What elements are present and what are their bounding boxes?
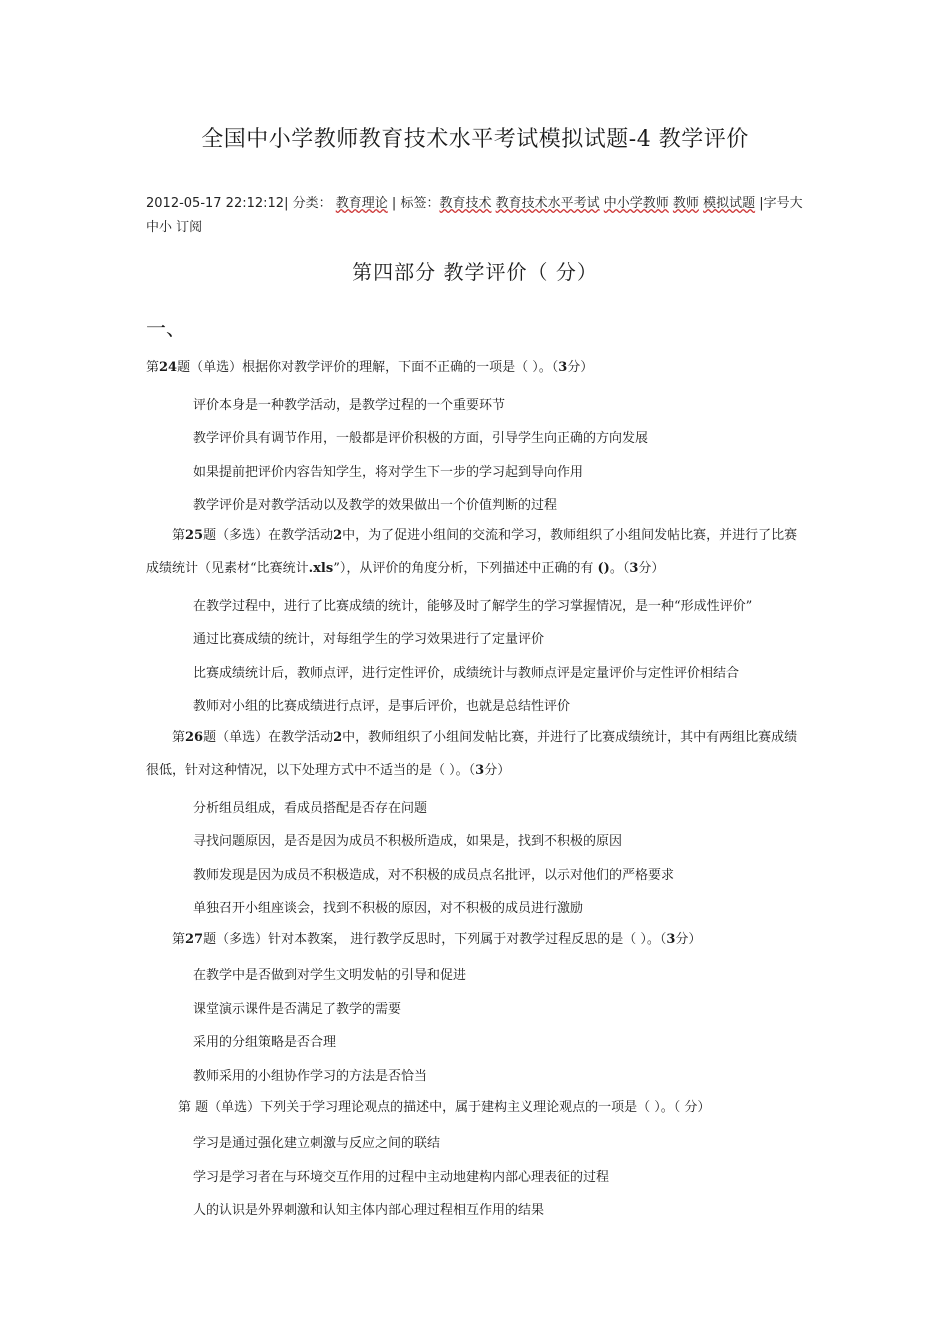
option: 通过比赛成绩的统计，对每组学生的学习效果进行了定量评价 <box>193 632 545 647</box>
question-25: 第25题（多选）在教学活动2中，为了促进小组间的交流和学习，教师组织了小组间发帖比赛，并进行了比赛成绩统计（见素材“比赛统计.xls”），从评价的角度分析，下列描述中正确的有 ()。（3分） <box>146 528 798 576</box>
option: 在教学过程中，进行了比赛成绩的统计，能够及时了解学生的学习掌握情况，是一种“形成性评价” <box>193 599 753 614</box>
option: 课堂演示课件是否满足了教学的需要 <box>193 1002 402 1017</box>
category-label: 分类： <box>292 196 332 211</box>
category-link[interactable]: 教育理论 <box>335 196 388 211</box>
tag-link[interactable]: 中小学教师 <box>603 196 669 211</box>
option: 如果提前把评价内容告知学生，将对学生下一步的学习起到导向作用 <box>193 465 584 480</box>
option: 教师发现是因为成员不积极造成，对不积极的成员点名批评，以示对他们的严格要求 <box>193 868 675 883</box>
option: 分析组员组成，看成员搭配是否存在问题 <box>193 801 428 816</box>
post-timestamp: 2012-05-17 22:12:12| <box>146 196 289 211</box>
tag-link[interactable]: 教师 <box>672 196 699 211</box>
option: 在教学中是否做到对学生文明发帖的引导和促进 <box>193 968 467 983</box>
option: 教学评价具有调节作用，一般都是评价积极的方面，引导学生向正确的方向发展 <box>193 431 649 446</box>
tag-link[interactable]: 模拟试题 <box>703 196 756 211</box>
option: 教师对小组的比赛成绩进行点评，是事后评价，也就是总结性评价 <box>193 699 571 714</box>
meta-tail: |字号大中小 订阅 <box>146 196 803 235</box>
document-title: 全国中小学教师教育技术水平考试模拟试题-4 教学评价 <box>201 127 749 152</box>
option: 寻找问题原因，是否是因为成员不积极所造成，如果是，找到不积极的原因 <box>193 834 623 849</box>
tag-link[interactable]: 教育技术 <box>439 196 492 211</box>
option: 教学评价是对教学活动以及教学的效果做出一个价值判断的过程 <box>193 498 558 513</box>
option: 学习是学习者在与环境交互作用的过程中主动地建构内部心理表征的过程 <box>193 1170 610 1185</box>
option: 采用的分组策略是否合理 <box>193 1035 337 1050</box>
question-next: 第 题（单选）下列关于学习理论观点的描述中，属于建构主义理论观点的一项是（ ）。（ 分） <box>178 1100 711 1115</box>
section-heading: 第四部分 教学评价（ 分） <box>352 260 598 284</box>
question-26: 第26题（单选）在教学活动2中，教师组织了小组间发帖比赛，并进行了比赛成绩统计，其中有两组比赛成绩很低，针对这种情况，以下处理方式中不适当的是（ ）。（3分） <box>146 730 798 778</box>
option: 评价本身是一种教学活动，是教学过程的一个重要环节 <box>193 398 506 413</box>
meta-separator: | <box>391 196 397 211</box>
part-number: 一、 <box>146 316 186 340</box>
option: 人的认识是外界刺激和认知主体内部心理过程相互作用的结果 <box>193 1203 545 1218</box>
post-meta <box>146 192 811 240</box>
option: 单独召开小组座谈会，找到不积极的原因，对不积极的成员进行激励 <box>193 901 584 916</box>
option: 教师采用的小组协作学习的方法是否恰当 <box>193 1069 428 1084</box>
tags-label: 标签： <box>400 196 440 211</box>
tag-link[interactable]: 教育技术水平考试 <box>495 196 600 211</box>
question-27: 第27题（多选）针对本教案， 进行教学反思时，下列属于对教学过程反思的是（ ）。（3分） <box>172 932 702 947</box>
question-24: 第24题（单选）根据你对教学评价的理解，下面不正确的一项是（ ）。（3分） <box>146 360 594 375</box>
option: 学习是通过强化建立刺激与反应之间的联结 <box>193 1136 441 1151</box>
option: 比赛成绩统计后，教师点评，进行定性评价，成绩统计与教师点评是定量评价与定性评价相结合 <box>193 666 740 681</box>
